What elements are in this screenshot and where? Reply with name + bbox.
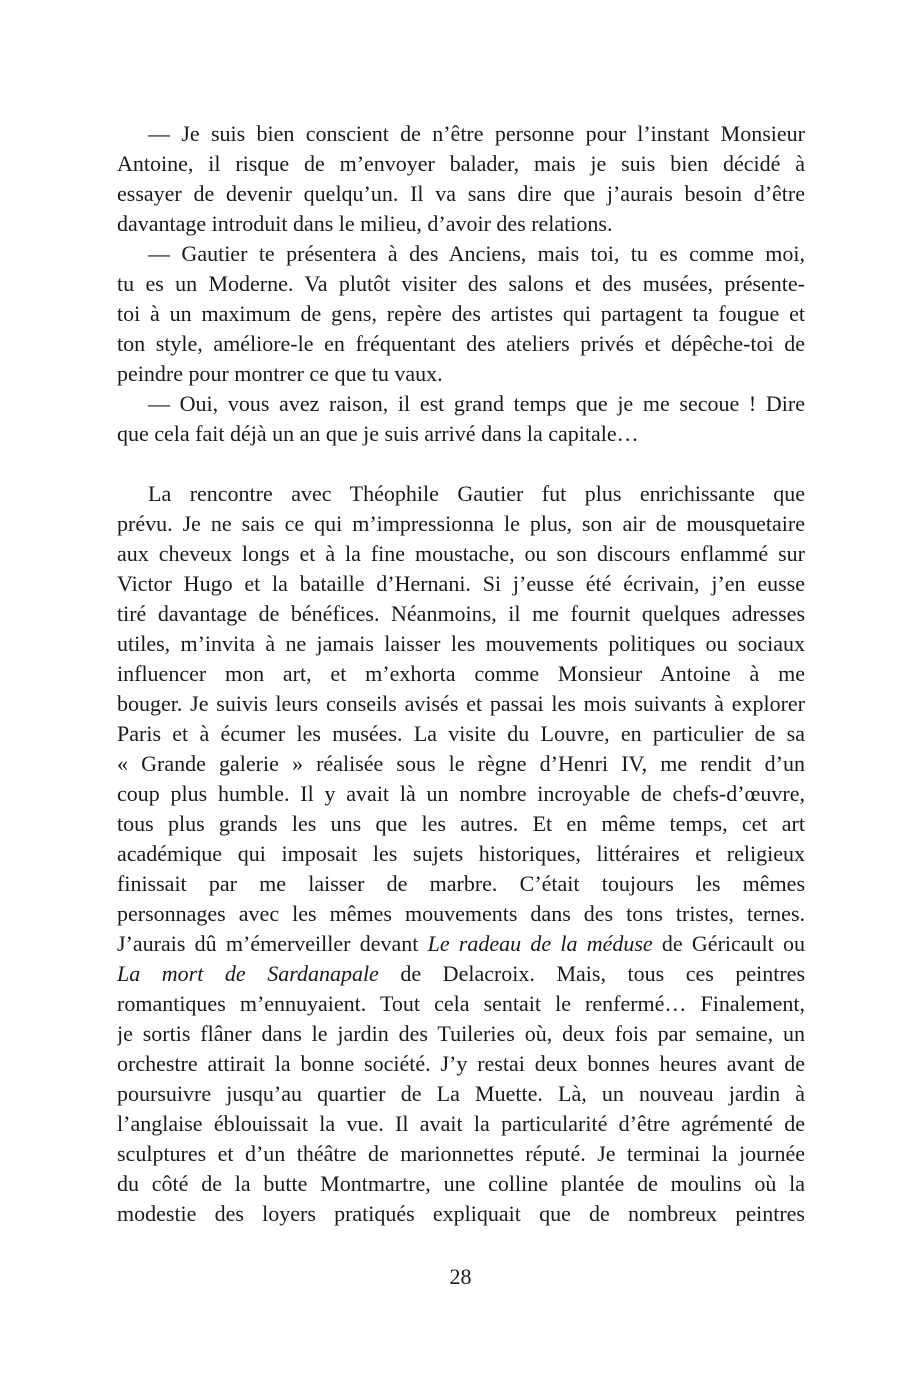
text-line: poursuivre jusqu’au quartier de La Muette. Là, un nouveau jardin à	[117, 1081, 805, 1106]
text-line: aux cheveux longs et à la fine moustache, ou son discours enflammé sur	[117, 541, 805, 566]
dialogue-section	[117, 119, 805, 449]
text-fragment: J’aurais dû m’émerveiller devant	[117, 931, 428, 956]
text-line: tous plus grands les uns que les autres. Et en même temps, cet art	[117, 811, 805, 836]
text-line: utiles, m’invita à ne jamais laisser les mouvements politiques ou sociaux	[117, 631, 805, 656]
text-line: essayer de devenir quelqu’un. Il va sans dire que j’aurais besoin d’être	[117, 181, 805, 206]
text-line: — Gautier te présentera à des Anciens, mais toi, tu es comme moi,	[148, 241, 805, 266]
text-line: Paris et à écumer les musées. La visite du Louvre, en particulier de sa	[117, 721, 805, 746]
text-line: modestie des loyers pratiqués expliquait que de nombreux peintres	[117, 1201, 805, 1226]
text-line: — Je suis bien conscient de n’être personne pour l’instant Monsieur	[148, 121, 805, 146]
text-line: La rencontre avec Théophile Gautier fut plus enrichissante que	[148, 481, 805, 506]
text-line: Victor Hugo et la bataille d’Hernani. Si j’eusse été écrivain, j’en eusse	[117, 571, 805, 596]
text-line: académique qui imposait les sujets historiques, littéraires et religieux	[117, 841, 805, 866]
text-line: orchestre attirait la bonne société. J’y restai deux bonnes heures avant de	[117, 1051, 805, 1076]
text-fragment: de Géricault ou	[652, 931, 805, 956]
text-line: je sortis flâner dans le jardin des Tuileries où, deux fois par semaine, un	[117, 1021, 805, 1046]
page-number: 28	[449, 1264, 472, 1289]
text-line: tu es un Moderne. Va plutôt visiter des salons et des musées, présente-	[117, 271, 805, 296]
text-line: que cela fait déjà un an que je suis arrivé dans la capitale…	[117, 421, 639, 446]
text-line: personnages avec les mêmes mouvements dans des tons tristes, ternes.	[117, 901, 805, 926]
text-line: davantage introduit dans le milieu, d’avoir des relations.	[117, 211, 613, 236]
text-line: — Oui, vous avez raison, il est grand temps que je me secoue ! Dire	[148, 391, 805, 416]
text-line: ton style, améliore-le en fréquentant des ateliers privés et dépêche-toi de	[117, 331, 805, 356]
text-line: peindre pour montrer ce que tu vaux.	[117, 361, 443, 386]
text-line-with-title	[117, 959, 805, 989]
text-line-with-title	[117, 929, 805, 959]
narrative-paragraph	[117, 479, 805, 1229]
text-line: « Grande galerie » réalisée sous le règne d’Henri IV, me rendit d’un	[117, 751, 805, 776]
text-line: du côté de la butte Montmartre, une colline plantée de moulins où la	[117, 1171, 805, 1196]
text-fragment: de Delacroix. Mais, tous ces peintres	[378, 961, 805, 986]
text-line: Antoine, il risque de m’envoyer balader, mais je suis bien décidé à	[117, 151, 805, 176]
text-line: influencer mon art, et m’exhorta comme Monsieur Antoine à me	[117, 661, 805, 686]
artwork-title: Le radeau de la méduse	[427, 931, 653, 956]
text-line: prévu. Je ne sais ce qui m’impressionna le plus, son air de mousquetaire	[117, 511, 805, 536]
text-line: romantiques m’ennuyaient. Tout cela sentait le renfermé… Finalement,	[117, 991, 805, 1016]
artwork-title: La mort de Sardanapale	[117, 961, 379, 986]
text-line: tiré davantage de bénéfices. Néanmoins, il me fournit quelques adresses	[117, 601, 805, 626]
text-line: toi à un maximum de gens, repère des artistes qui partagent ta fougue et	[117, 301, 805, 326]
text-line: bouger. Je suivis leurs conseils avisés et passai les mois suivants à explorer	[117, 691, 805, 716]
text-line: coup plus humble. Il y avait là un nombre incroyable de chefs-d’œuvre,	[117, 781, 805, 806]
text-line: sculptures et d’un théâtre de marionnettes réputé. Je terminai la journée	[117, 1141, 805, 1166]
text-line: finissait par me laisser de marbre. C’était toujours les mêmes	[117, 871, 805, 896]
text-line: l’anglaise éblouissait la vue. Il avait la particularité d’être agrémenté de	[117, 1111, 805, 1136]
